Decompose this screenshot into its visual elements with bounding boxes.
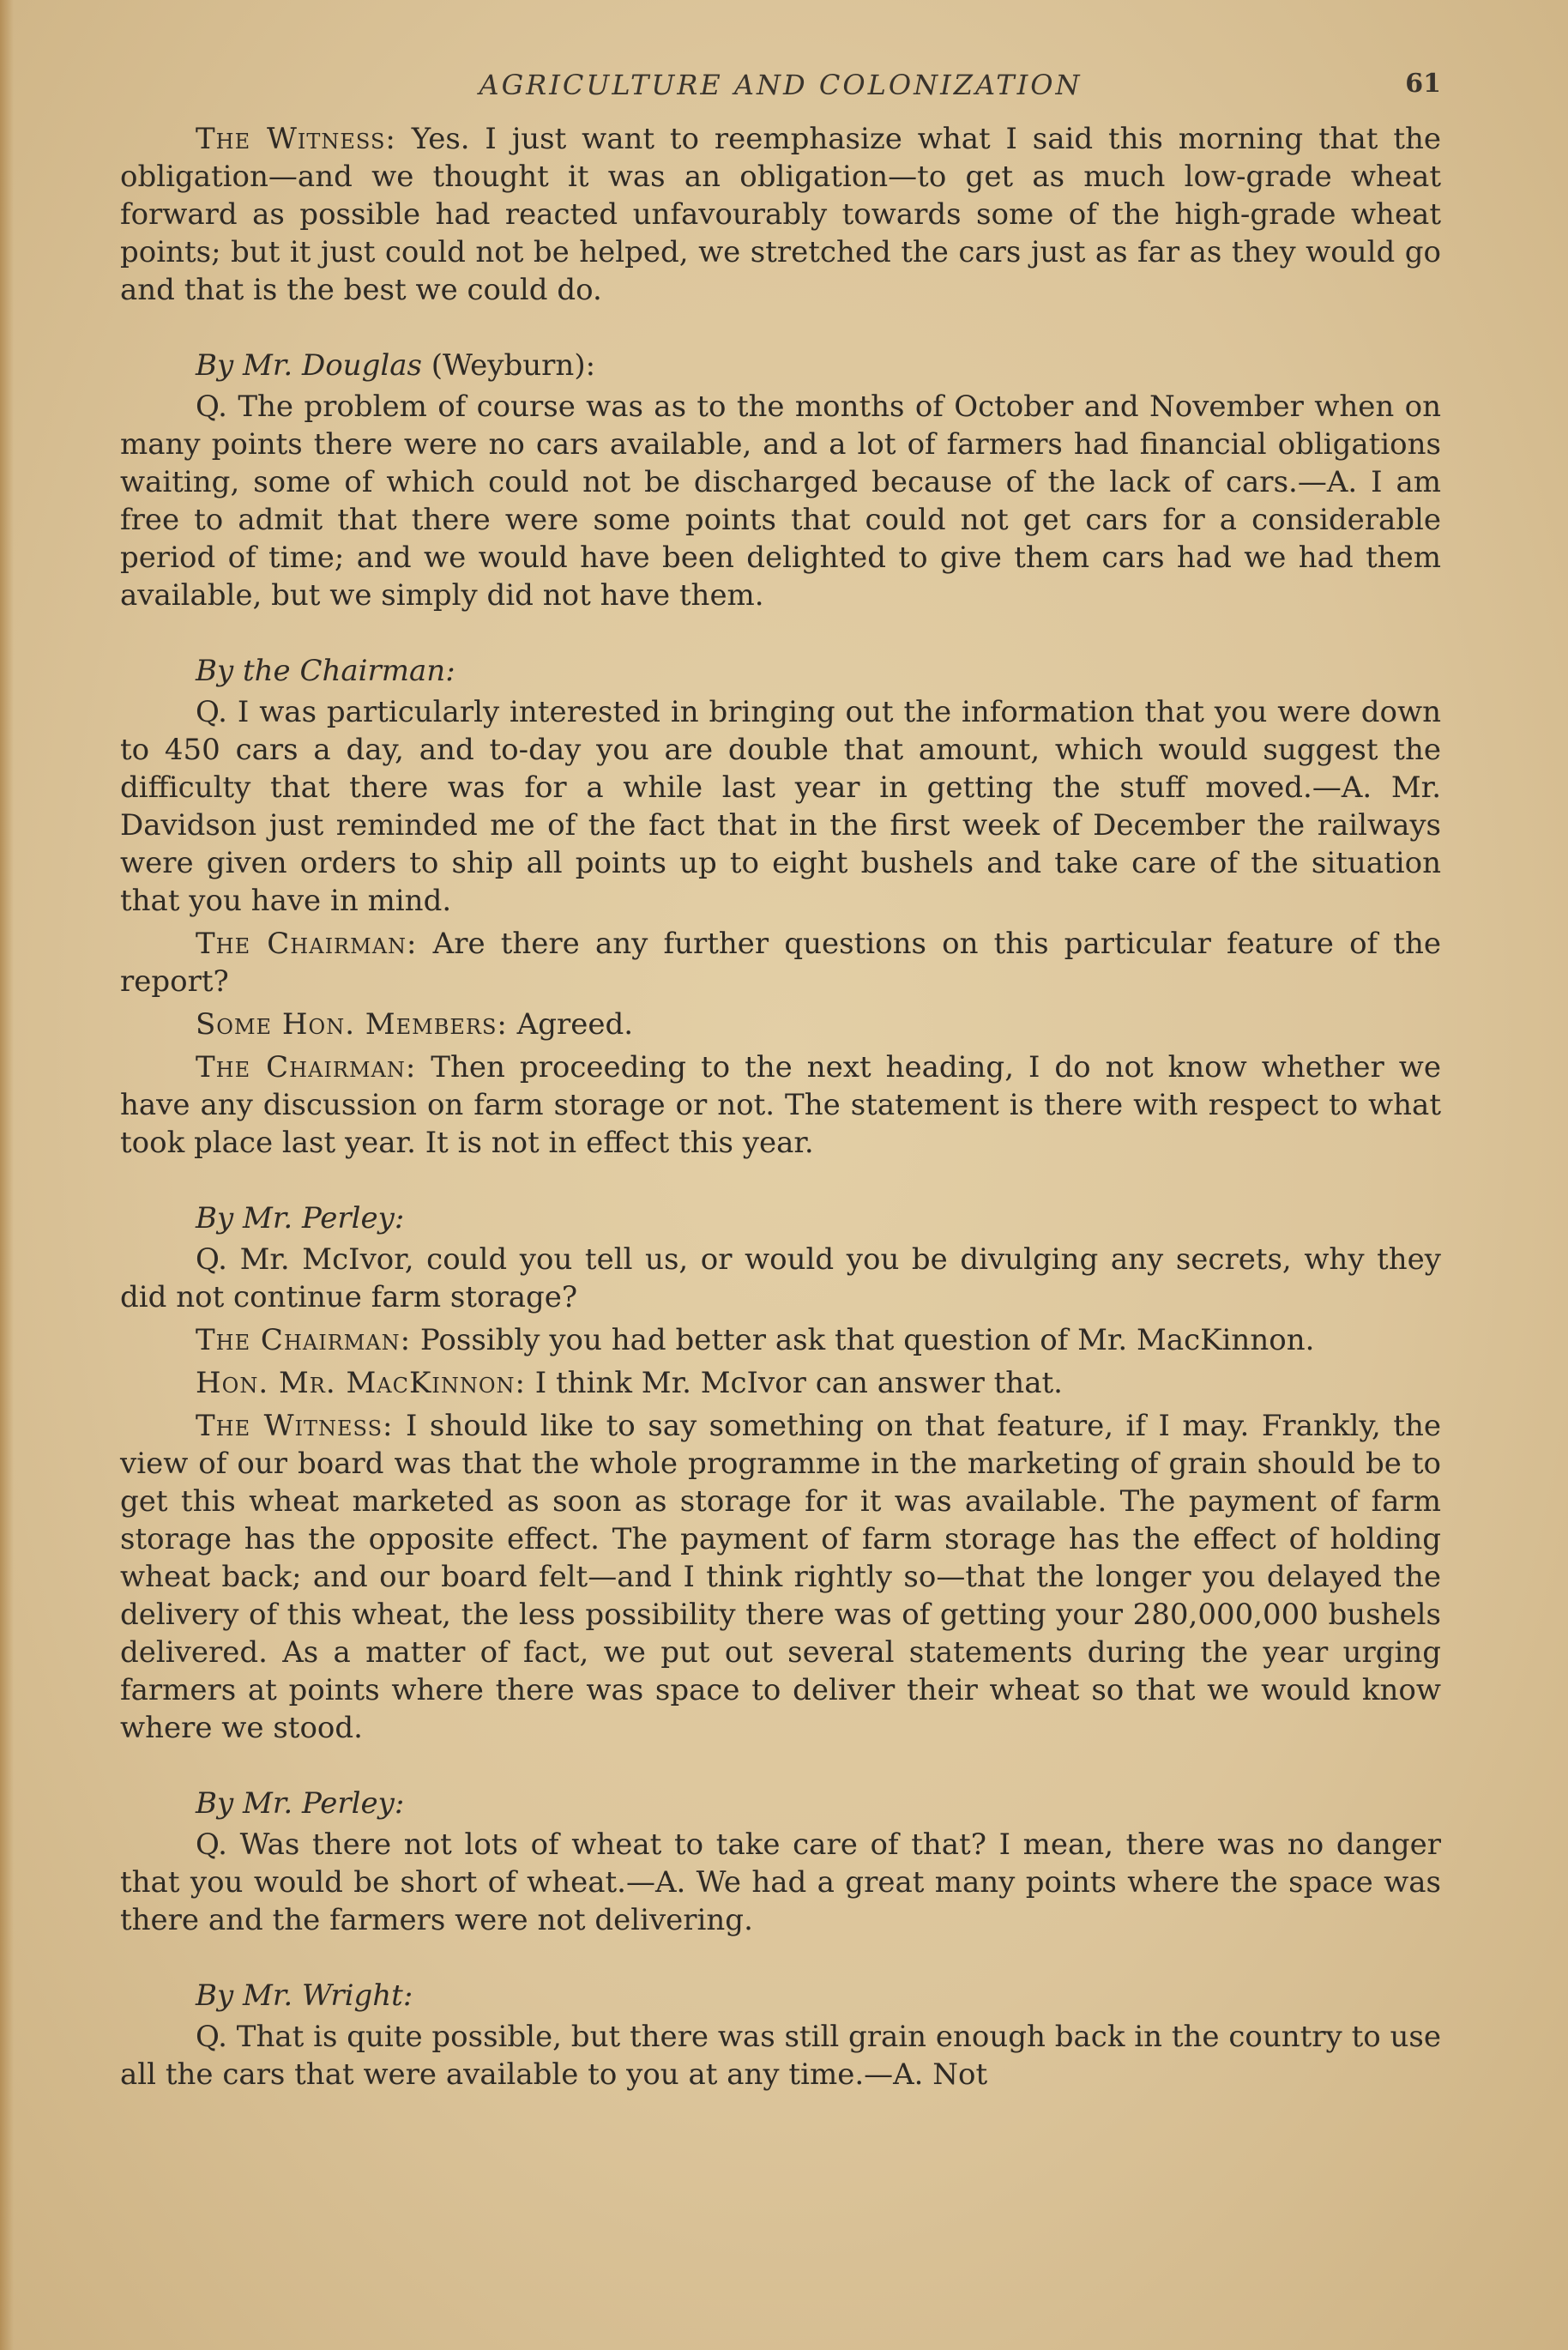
transcript-paragraph — [120, 120, 1441, 309]
running-title: AGRICULTURE AND COLONIZATION — [479, 69, 1083, 101]
paragraph-text: Q. I was particularly interested in bringing out the information that you were down to 450 cars a day, and to-day you are double that amount, which would suggest the difficulty that there was for a while last year in getting the stuff moved.—A. Mr. Davidson just reminded me of the fact that in the first week of December the railways were given orders to ship all points up to eight bushels and take care of the situation that you have in mind. — [120, 695, 1441, 918]
page-header — [120, 69, 1441, 120]
examiner-heading — [120, 652, 1441, 690]
examiner-name: By Mr. Douglas — [196, 348, 422, 383]
examiner-heading — [120, 347, 1441, 384]
paragraph-text: Q. Was there not lots of wheat to take care of that? I mean, there was no danger that you would be short of wheat.—A. We had a great many points where the space was there and the farmers were not delivering. — [120, 1827, 1441, 1937]
speaker-label: The Chairman: — [196, 927, 418, 961]
transcript-paragraph — [120, 1826, 1441, 1939]
paragraph-text: Are there any further questions on this particular feature of the report? — [120, 927, 1441, 999]
speaker-label: The Chairman: — [196, 1050, 417, 1084]
paragraph-text: Then proceeding to the next heading, I do not know whether we have any discussion on farm storage or not. The statement is there with respect to what took place last year. It is not in effect this year. — [120, 1050, 1441, 1160]
paragraph-text: Q. Mr. McIvor, could you tell us, or would you be divulging any secrets, why they did not continue farm storage? — [120, 1242, 1441, 1314]
transcript-body — [120, 120, 1441, 2093]
speaker-label: The Chairman: — [196, 1323, 412, 1357]
paragraph-text: Possibly you had better ask that question of Mr. MacKinnon. — [411, 1323, 1315, 1357]
page-edge-shadow — [0, 0, 14, 2350]
examiner-name: By Mr. Perley: — [196, 1786, 405, 1821]
examiner-name: By the Chairman: — [196, 654, 455, 688]
document-page — [120, 69, 1441, 2093]
transcript-paragraph — [120, 1364, 1441, 1402]
transcript-paragraph — [120, 1048, 1441, 1162]
speaker-label: The Witness: — [196, 1409, 394, 1443]
speaker-label: Some Hon. Members: — [196, 1007, 508, 1042]
examiner-heading — [120, 1785, 1441, 1822]
paragraph-text: Q. The problem of course was as to the months of October and November when on many points there were no cars available, and a lot of farmers had financial obligations waiting, some of which could not be discharged because of the lack of cars.—A. I am free to admit that there were some points that could not get cars for a considerable period of time; and we would have been delighted to give them cars had we had them available, but we simply did not have them. — [120, 390, 1441, 613]
speaker-label: The Witness: — [196, 122, 396, 156]
paragraph-text: I should like to say something on that feature, if I may. Frankly, the view of our board was that the whole programme in the marketing of grain should be to get this wheat marketed as soon as storage for it was available. The payment of farm storage has the opposite effect. The payment of farm storage has the effect of holding wheat back; and our board felt—and I think rightly so—that the longer you delayed the delivery of this wheat, the less possibility there was of getting your 280,000,000 bushels delivered. As a matter of fact, we put out several statements during the year urging farmers at points where there was space to deliver their wheat so that we would know where we stood. — [120, 1409, 1441, 1745]
transcript-paragraph — [120, 925, 1441, 1000]
examiner-name: By Mr. Perley: — [196, 1201, 405, 1235]
transcript-paragraph — [120, 693, 1441, 920]
transcript-paragraph — [120, 2018, 1441, 2093]
paragraph-text: Q. That is quite possible, but there was still grain enough back in the country to use all the cars that were available to you at any time.—A. Not — [120, 2020, 1441, 2092]
transcript-paragraph — [120, 1241, 1441, 1316]
transcript-paragraph — [120, 1006, 1441, 1043]
examiner-heading — [120, 1199, 1441, 1237]
examiner-name: By Mr. Wright: — [196, 1978, 413, 2013]
paragraph-text: Agreed. — [507, 1007, 634, 1042]
page-number: 61 — [1405, 69, 1441, 99]
transcript-paragraph — [120, 1321, 1441, 1359]
transcript-paragraph — [120, 388, 1441, 614]
examiner-heading — [120, 1977, 1441, 2015]
speaker-label: Hon. Mr. MacKinnon: — [196, 1366, 526, 1400]
paragraph-text: Yes. I just want to reemphasize what I said this morning that the obligation—and we thought it was an obligation—to get as much low-grade wheat forward as possible had reacted unfavourably towards some of the high-grade wheat points; but it just could not be helped, we stretched the cars just as far as they would go and that is the best we could do. — [120, 122, 1441, 307]
transcript-paragraph — [120, 1407, 1441, 1747]
paragraph-text: I think Mr. McIvor can answer that. — [525, 1366, 1063, 1400]
examiner-riding: (Weyburn): — [421, 348, 596, 383]
